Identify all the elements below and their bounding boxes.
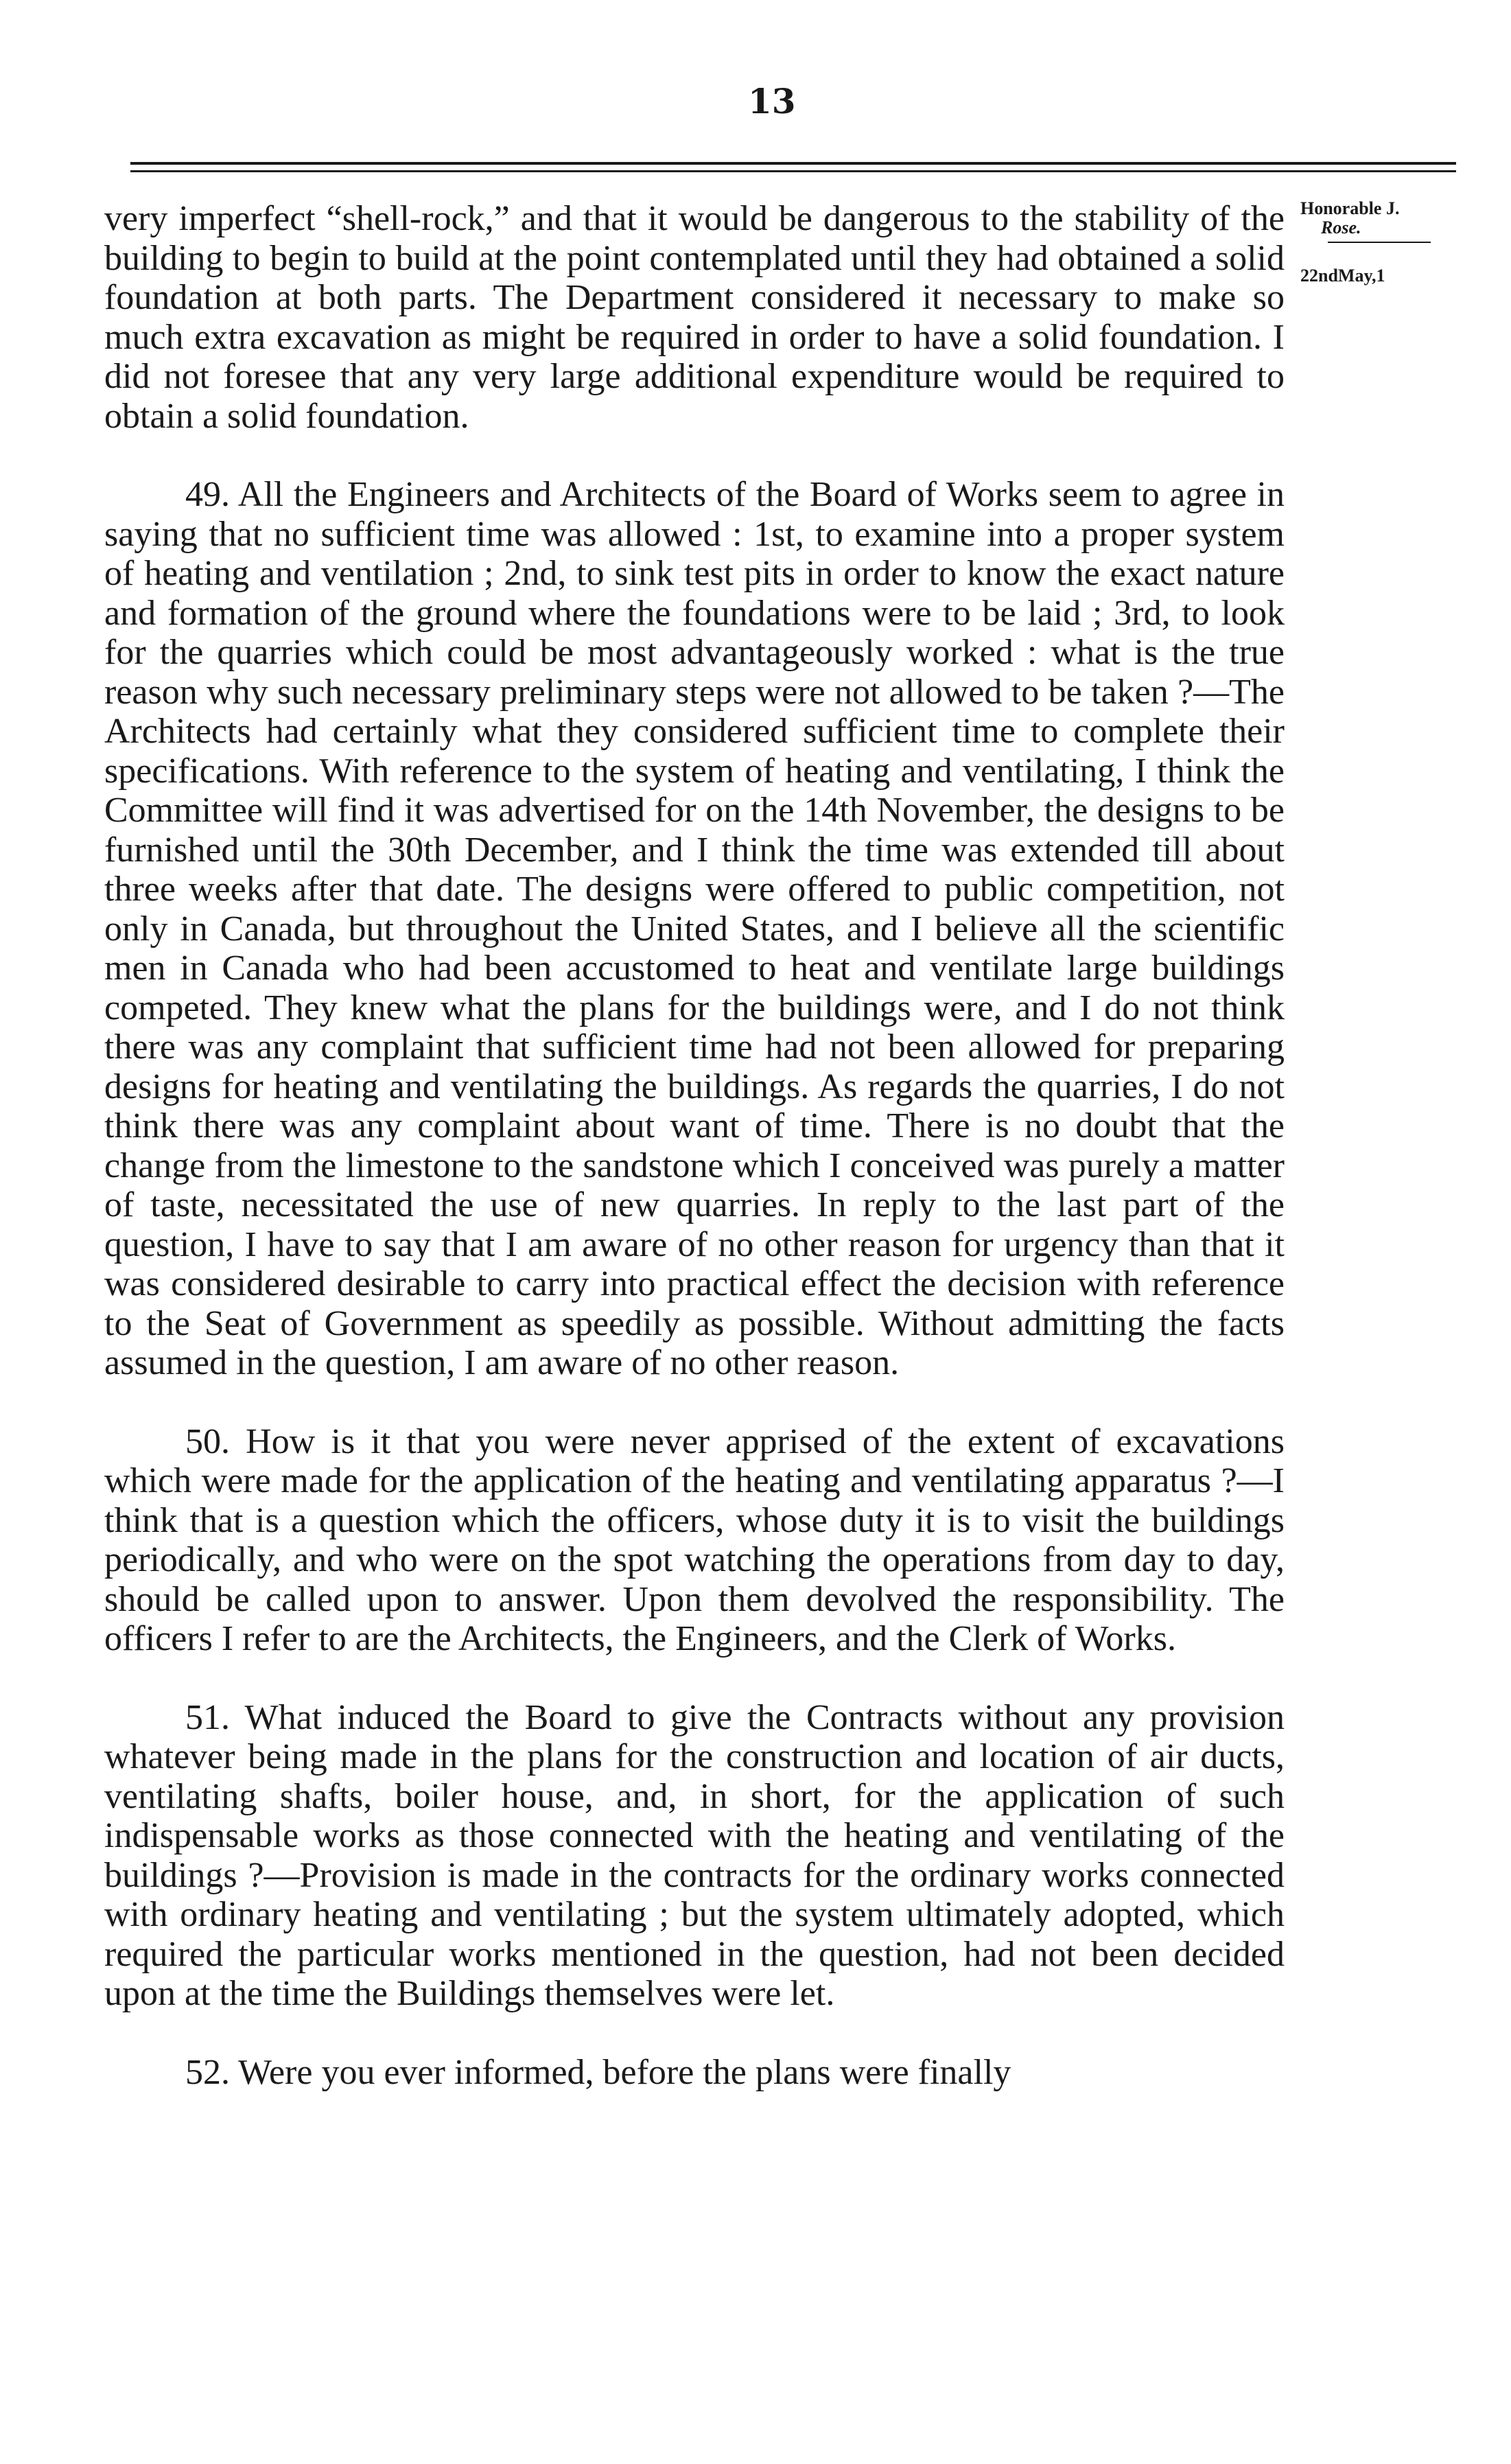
header-rule-double bbox=[130, 170, 1456, 172]
page-number: 13 bbox=[748, 81, 796, 121]
paragraph-question-49: 49. All the Engineers and Architects of the Board of Works seem to agree in saying that no sufficient time was allowed : 1st, to examine into a proper system of heating and ventilation ; 2nd, to sink test pits in order to know the exact nature and formation of the ground where the foundations were to be laid ; 3rd, to look for the quarries which could be most advantageously worked : what is the true reason why such necessary preliminary steps were not allowed to be taken ?—The Architects had certainly what they considered sufficient time to complete their specifications. With reference to the system of heating and ventilating, I think the Committee will find it was advertised for on the 14th November, the designs to be furnished until the 30th December, and I think the time was extended till about three weeks after that date. The designs were offered to public competition, not only in Canada, but throughout the United States, and I believe all the scientific men in Canada who had been accustomed to heat and ventilate large buildings competed. They knew what the plans for the buildings were, and I do not think there was any complaint that sufficient time had not been allowed for preparing designs for heating and ventilating the buildings. As regards the quarries, I do not think there was any complaint about want of time. There is no doubt that the change from the limestone to the sandstone which I conceived was purely a matter of taste, necessitated the use of new quarries. In reply to the last part of the question, I have to say that I am aware of no other reason for urgency than that it was considered desirable to carry into practical effect the decision with reference to the Seat of Government as speedily as possible. Without admitting the facts assumed in the question, I am aware of no other reason. bbox=[104, 475, 1285, 1382]
margin-note-date: 22ndMay,1 bbox=[1300, 266, 1385, 286]
paragraph-question-51: 51. What induced the Board to give the Contracts without any provision whatever being made in the plans for the construction and location of air ducts, ventilating shafts, boiler house, and, in short, for the application of such indispensable works as those connected with the heating and ventilating of the buildings ?—Provision is made in the contracts for the ordinary works connected with ordinary heating and ventilating ; but the system ultimately adopted, which required the particular works mentioned in the question, had not been decided upon at the time the Buildings themselves were let. bbox=[104, 1697, 1285, 2013]
margin-note-name: Honorable J. bbox=[1300, 198, 1400, 218]
margin-note bbox=[1300, 199, 1458, 286]
margin-note-rule bbox=[1328, 242, 1431, 243]
margin-note-name-suffix: Rose. bbox=[1321, 218, 1361, 237]
body-text bbox=[104, 199, 1285, 2092]
paragraph-question-52: 52. Were you ever informed, before the plans were finally bbox=[185, 2052, 1011, 2092]
header-rule bbox=[130, 162, 1456, 165]
paragraph-question-50: 50. How is it that you were never apprised of the extent of excavations which were made for the application of the heating and ventilating apparatus ?—I think that is a question which the officers, whose duty it is to visit the buildings periodically, and who were on the spot watching the operations from day to day, should be called upon to answer. Upon them devolved the responsibility. The officers I refer to are the Architects, the Engineers, and the Clerk of Works. bbox=[104, 1421, 1285, 1658]
paragraph-continuation: very imperfect “shell-rock,” and that it would be dangerous to the stability of the building to begin to build at the point contemplated until they had obtained a solid foundation at both parts. The Department considered it necessary to make so much extra excavation as might be required in order to have a solid foundation. I did not foresee that any very large additional expenditure would be required to obtain a solid foundation. bbox=[104, 199, 1285, 436]
